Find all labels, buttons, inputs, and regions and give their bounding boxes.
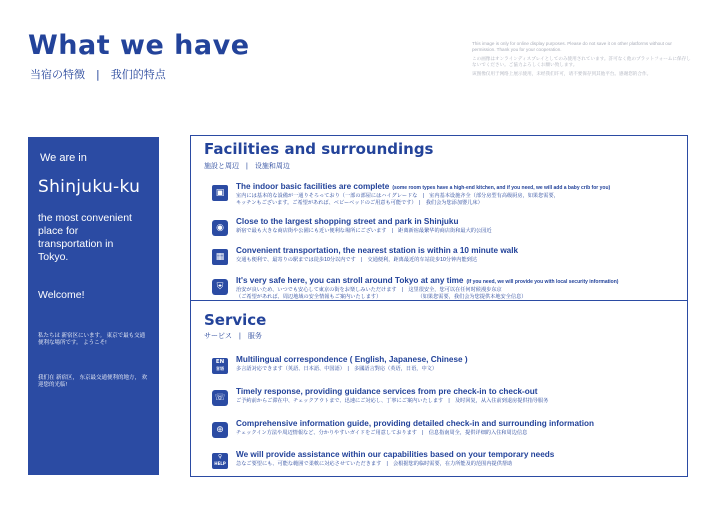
facility-item — [212, 182, 682, 208]
facility-item-title: Convenient transportation, the nearest station is within a 10 minute walk — [236, 246, 519, 255]
service-item-desc: 急なご要望にも、可能な範囲で柔軟に対応させていただきます | 会根据您的临时需要，在力所能及的范围内提供帮助 — [236, 461, 513, 467]
service-item — [212, 355, 682, 381]
location-pin-icon: ◉ — [212, 220, 228, 236]
assistance-icon — [212, 453, 228, 469]
facility-item — [212, 276, 682, 302]
chat-icon: ☏ — [212, 390, 228, 406]
language-icon — [212, 358, 228, 374]
facility-item-desc: 新宿で最も大きな商店街や公園にも近い便利な場所にございます | 距离新宿最繁华的商店街和最大的公园近 — [236, 228, 492, 234]
facilities-subtitle: 施設と周辺 | 设施和周边 — [204, 163, 290, 170]
notice-jp: この画像はオンラインディスプレイとしてのみ使用されています。許可なく他のプラットフォームに保存しないでください。ご協力よろしくお願い致します。 — [472, 55, 691, 67]
usage-notice — [472, 41, 694, 80]
service-item-title: Timely response, providing guidance services from pre check-in to check-out — [236, 387, 538, 396]
facility-item-desc: 治安が良いため、いつでも安心して東京の街をお楽しみいただけます | 这里很安全，您可以在任何时候漫步东京 （ご希望があれば、周辺地域の安全情報もご案内いたします） （如果您需要，我们会为您提供本地安全信息） — [236, 287, 527, 300]
language-icon-top: EN — [215, 359, 225, 365]
service-item — [212, 450, 682, 476]
facility-item-title: The indoor basic facilities are complete (some room types have a high-end kitchen, and if you need, we will add a baby crib for you) — [236, 182, 611, 191]
sidebar-location: Shinjuku-ku — [38, 177, 141, 197]
facility-item-desc: 室内には基本的な設備が一通りそろっており（一部の部屋にはハイグレードな | 室内基本设施齐全（部分房型有高级厨房，如果您需要， キッチンもございます。ご希望があれば、ベビーベッドのご用意も可能です） | 我们会为您添加婴儿床） — [236, 193, 559, 206]
facility-item-title: It's very safe here, you can stroll around Tokyo at any time (If you need, we will provide you with local security information) — [236, 276, 619, 285]
facilities-title: Facilities and surroundings — [204, 140, 434, 158]
facility-item-note: (some room types have a high-end kitchen, and if you need, we will add a baby crib for you) — [392, 185, 611, 191]
service-item-desc: 多言語対応できます（英語、日本語、中国語） | 多國語言對応（英语，日语，中文） — [236, 366, 438, 372]
service-item-title: Comprehensive information guide, providing detailed check-in and surrounding information — [236, 419, 595, 428]
facility-item — [212, 217, 682, 243]
facility-item-desc: 交通も便利で、最寄りの駅までは徒歩10分以内です | 交通便利，距离最近的车站徒步10分钟内能到达 — [236, 257, 478, 263]
notice-en: This image is only for online display purposes. Please do not save it on other platforms without our permission. Thank you for your cooperation. — [472, 41, 672, 52]
language-icon-bottom: 言语 — [216, 366, 224, 371]
page-title: What we have — [28, 30, 250, 61]
service-item — [212, 419, 682, 445]
globe-icon: ⊕ — [212, 422, 228, 438]
sidebar-tagline: the most convenient place for transportation in Tokyo. — [38, 212, 132, 263]
facility-item — [212, 246, 682, 272]
service-subtitle: サービス | 服务 — [204, 333, 262, 340]
interior-icon: ▣ — [212, 185, 228, 201]
service-item-desc: チェックイン方法や周辺情報など、分かりやすいガイドをご用意しております | 信息指南周全，提供详细的入住和周边信息 — [236, 430, 528, 436]
sidebar-jp-text: 私たちは 新宿区にいます。 東京で最も交通便利な場所です。 ようこそ! — [38, 333, 146, 346]
sidebar-cn-text: 我们在 新宿区， 东京最交通便利的地方， 欢迎您的光临! — [38, 375, 148, 388]
service-item-desc: ご予約前からご滞在中、チェックアウトまで、迅速にご対応し、丁寧にご案内いたします | 及时回复，从入住前到退房提供指导服务 — [236, 398, 549, 404]
service-item-title: We will provide assistance within our capabilities based on your temporary needs — [236, 450, 555, 459]
page-subtitle: 当宿の特徴 | 我们的特点 — [30, 68, 166, 81]
notice-cn: 该图像仅用于网络上展示使用，未经我们许可，请不要保存到其他平台。感谢您的合作。 — [472, 70, 652, 76]
train-icon: ▦ — [212, 249, 228, 265]
sidebar-we-are-in: We are in — [40, 152, 87, 164]
safety-shield-icon: ⛨ — [212, 279, 228, 295]
facility-item-note: (If you need, we will provide you with local security information) — [466, 279, 619, 285]
service-item-title: Multilingual correspondence ( English, Japanese, Chinese ) — [236, 355, 468, 364]
assistance-icon-top: ♀ — [217, 454, 223, 460]
assistance-icon-bottom: HELP — [214, 461, 226, 466]
location-sidebar — [28, 137, 159, 475]
service-item — [212, 387, 682, 413]
facility-item-title: Close to the largest shopping street and park in Shinjuku — [236, 217, 459, 226]
sidebar-welcome: Welcome! — [38, 289, 85, 301]
service-title: Service — [204, 311, 267, 329]
